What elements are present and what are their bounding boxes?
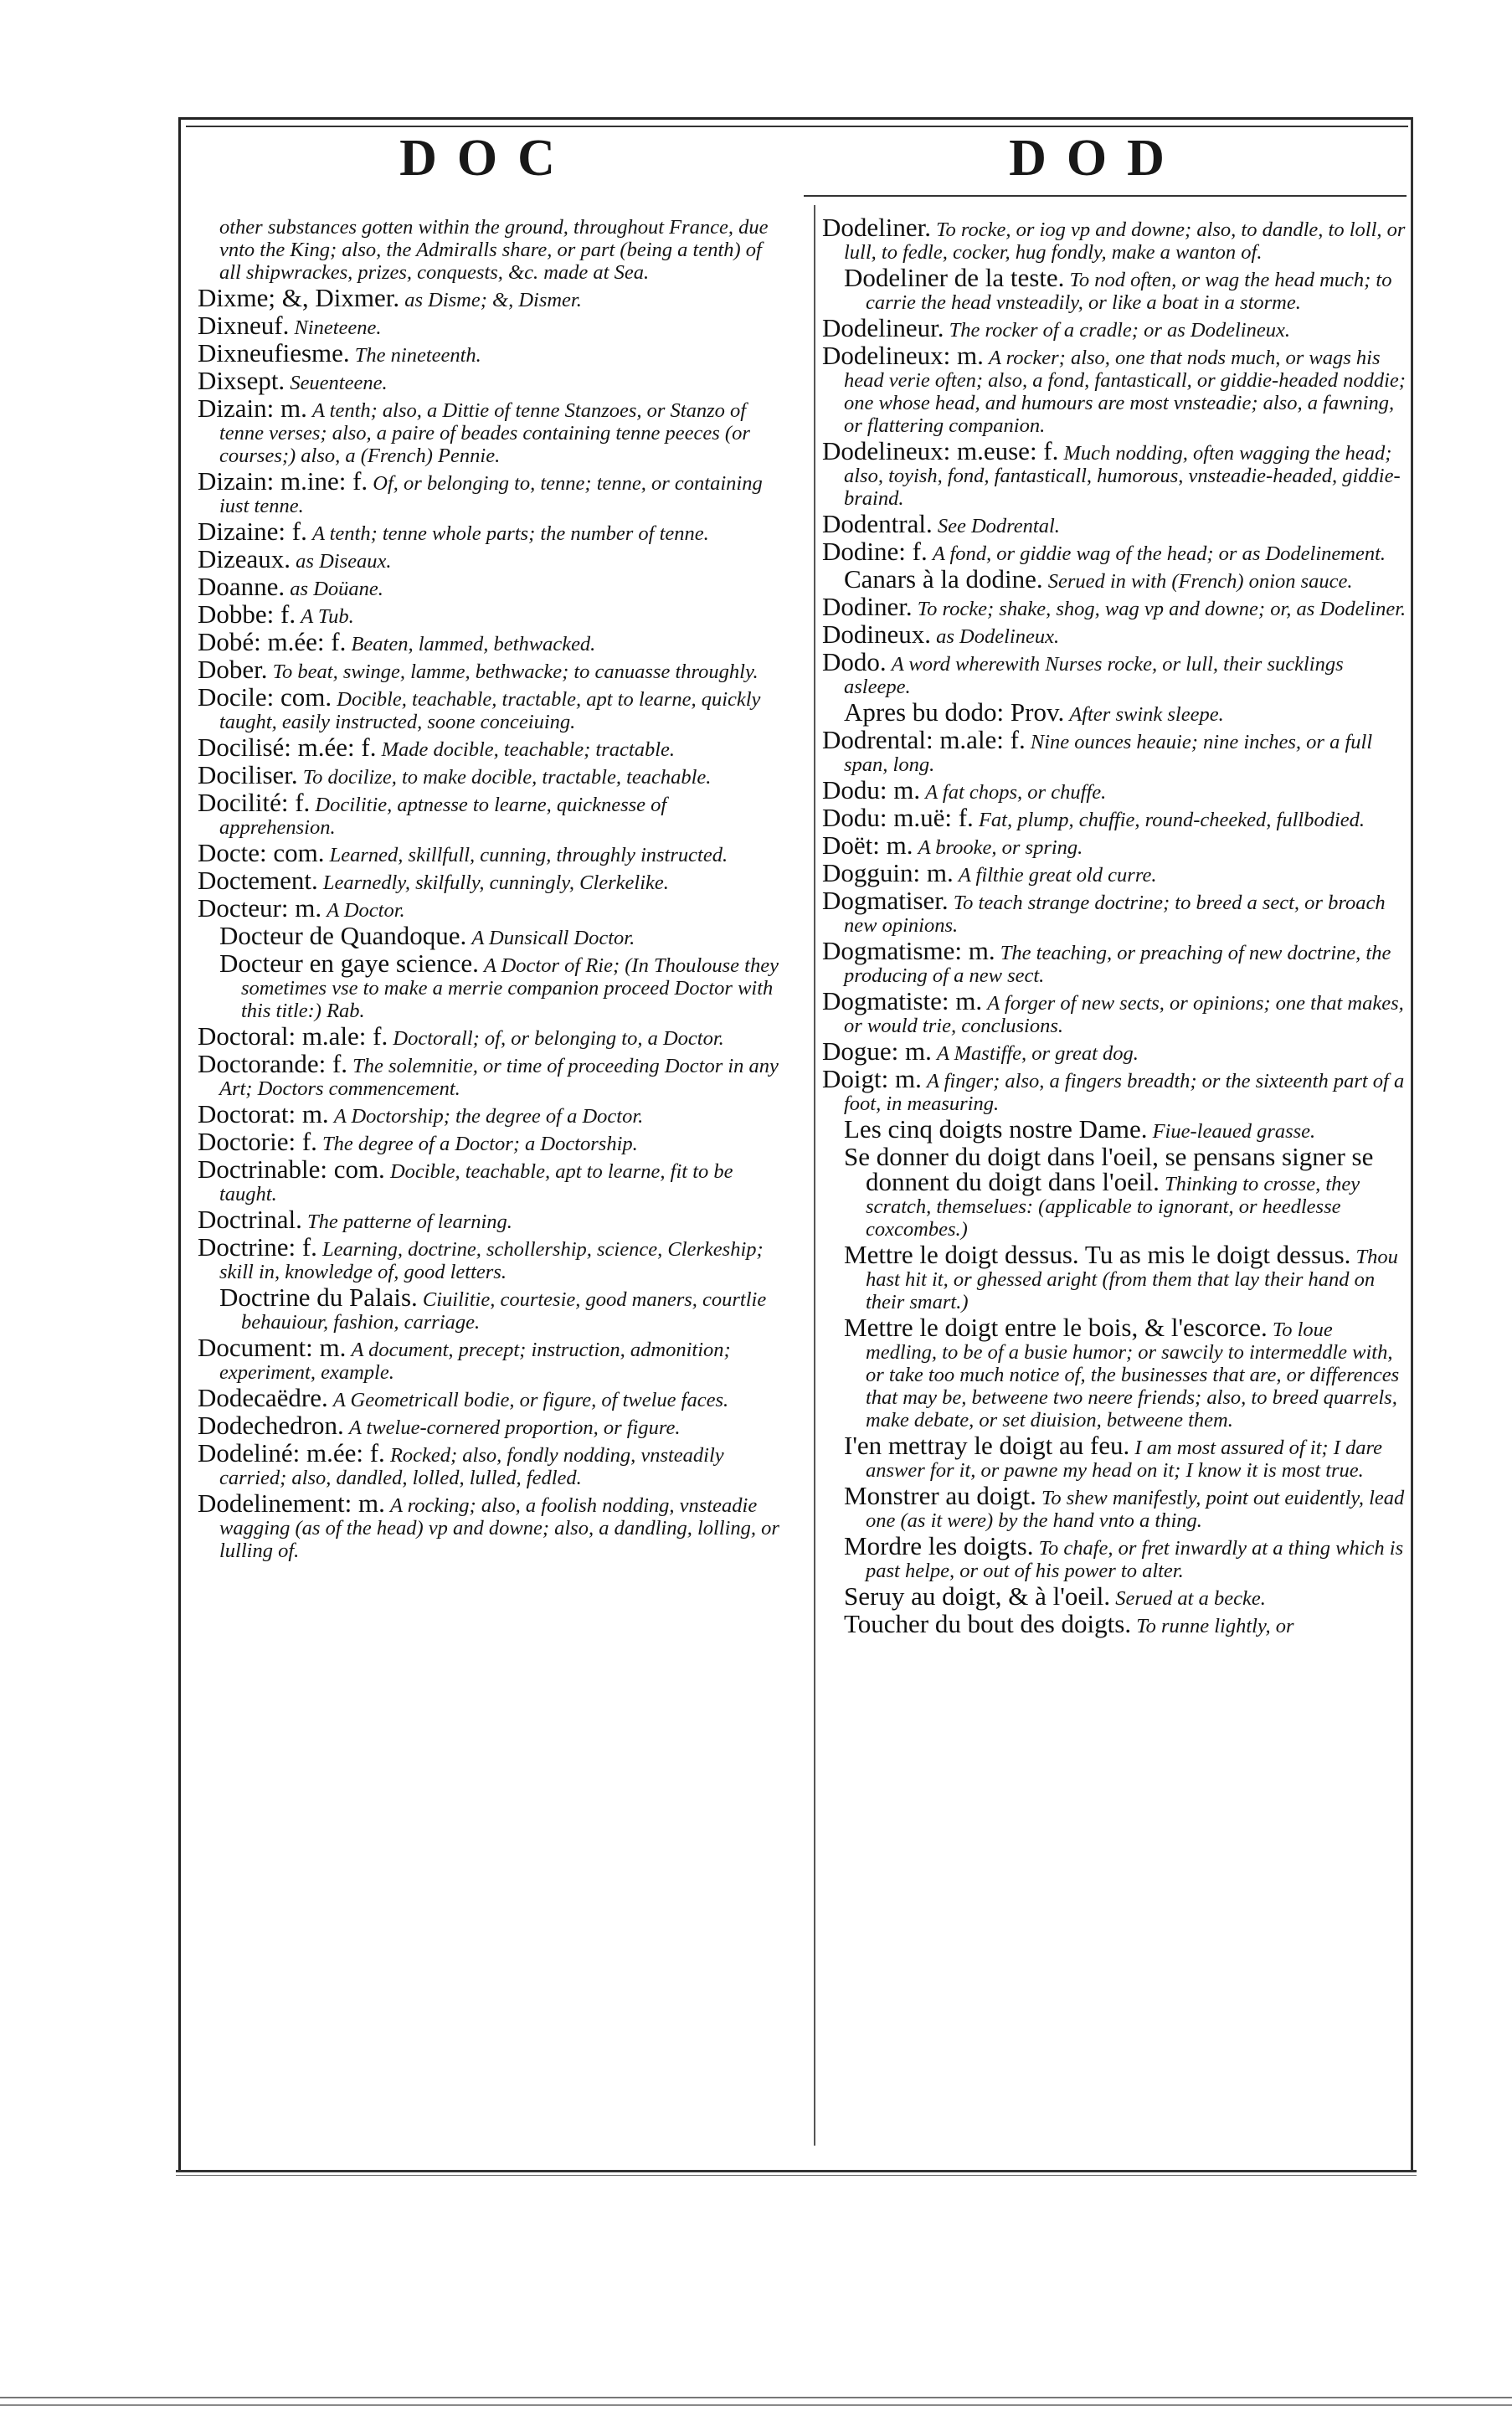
entry-headword: Doctorande: f. [198, 1049, 348, 1078]
dictionary-entry [198, 311, 784, 340]
entry-headword: Dodelinement: m. [198, 1488, 385, 1518]
dictionary-entry [198, 866, 784, 895]
left-column [198, 216, 784, 1565]
entry-definition: Ciuilitie, courtesie, good maners, courtlie behauiour, fashion, carriage. [241, 1288, 767, 1334]
dictionary-entry [822, 1142, 1408, 1241]
entry-headword: Dixme; &, Dixmer. [198, 283, 400, 312]
entry-headword: Dodrental: m.ale: f. [822, 725, 1026, 754]
entry-definition: To runne lightly, or [1136, 1615, 1294, 1637]
entry-headword: Doctorie: f. [198, 1127, 317, 1156]
dictionary-entry [198, 627, 784, 656]
dictionary-entry [198, 838, 784, 867]
entry-headword: Dodentral. [822, 509, 933, 538]
column-divider [814, 205, 815, 2146]
dictionary-entry [822, 697, 1408, 727]
dictionary-entry [822, 537, 1408, 566]
dictionary-entry [822, 886, 1408, 937]
entry-headword: Doctement. [198, 866, 318, 895]
entry-headword: Doctrine: f. [198, 1232, 317, 1262]
dictionary-entry [822, 341, 1408, 437]
dictionary-entry [198, 1383, 784, 1412]
dictionary-entry [198, 1333, 784, 1384]
entry-headword: Dogguin: m. [822, 858, 954, 887]
entry-headword: Docteur de Quandoque. [219, 921, 467, 950]
dictionary-entry [198, 1127, 784, 1156]
entry-definition: A rocker; also, one that nods much, or wags his head verie often; also, a fond, fantasticall, or giddie-headed noddie; one whose head, and humours are most vnsteadie; also, a fawning, or flattering companion. [844, 347, 1406, 437]
dictionary-entry [198, 1049, 784, 1100]
entry-definition: A tenth; also, a Dittie of tenne Stanzoes, or Stanzo of tenne verses; also, a paire of beades containing tenne peeces (or courses;) also, a (French) Pennie. [219, 399, 750, 467]
dictionary-entry [822, 1481, 1408, 1532]
entry-headword: Dodelineur. [822, 313, 944, 342]
top-rule [186, 126, 1408, 127]
dictionary-entry [822, 436, 1408, 510]
entry-definition: Nine ounces heauie; nine inches, or a full span, long. [844, 731, 1373, 776]
entry-headword: Dodeliner. [822, 213, 931, 242]
entry-headword: Dixneuf. [198, 311, 290, 340]
dictionary-entry [822, 313, 1408, 342]
entry-definition: A brooke, or spring. [918, 836, 1083, 859]
entry-definition: A fond, or giddie wag of the head; or as Dodelinement. [932, 542, 1386, 565]
entry-headword: Dodine: f. [822, 537, 928, 566]
entry-headword: Doctrine du Palais. [219, 1283, 418, 1312]
dictionary-entry [198, 466, 784, 517]
entry-definition: To teach strange doctrine; to breed a sect, or broach new opinions. [844, 892, 1386, 937]
entry-headword: I'en mettray le doigt au feu. [844, 1431, 1130, 1460]
entry-definition: Serued in with (French) onion sauce. [1047, 570, 1353, 593]
dictionary-entry [198, 893, 784, 923]
entry-definition: A word wherewith Nurses rocke, or lull, their sucklings asleepe. [844, 653, 1344, 698]
entry-definition: Nineteene. [294, 316, 382, 339]
entry-headword: Docilité: f. [198, 788, 311, 817]
dictionary-entry [822, 1240, 1408, 1313]
entry-definition: A filthie great old curre. [958, 864, 1157, 887]
dictionary-entry [822, 725, 1408, 776]
entry-definition: A document, precept; instruction, admonition; experiment, example. [219, 1339, 731, 1384]
dictionary-entry [198, 1438, 784, 1489]
dictionary-entry [198, 1099, 784, 1128]
entry-headword: Canars à la dodine. [844, 564, 1043, 594]
entry-definition: Learnedly, skilfully, cunningly, Clerkelike. [322, 871, 669, 894]
entry-definition: The rocker of a cradle; or as Dodelineux. [949, 319, 1290, 342]
dictionary-entry [822, 619, 1408, 649]
header-rule [804, 195, 1407, 197]
dictionary-entry [822, 592, 1408, 621]
entry-headword: Monstrer au doigt. [844, 1481, 1036, 1510]
entry-definition: A Geometricall bodie, or figure, of twelue faces. [332, 1389, 729, 1411]
dictionary-entry [822, 1114, 1408, 1144]
entry-definition: as Disme; &, Dismer. [404, 289, 582, 311]
entry-definition: A Doctor. [327, 899, 405, 922]
entry-definition: The nineteenth. [354, 344, 481, 367]
entry-headword: Seruy au doigt, & à l'oeil. [844, 1581, 1111, 1611]
entry-definition: Beaten, lammed, bethwacked. [351, 633, 596, 655]
dictionary-entry [198, 788, 784, 839]
right-column [822, 213, 1408, 1640]
entry-definition: as Dodelineux. [936, 625, 1060, 648]
dictionary-entry [822, 936, 1408, 987]
dictionary-entry [822, 509, 1408, 538]
dictionary-entry [198, 1205, 784, 1234]
entry-headword: Dodelineux: m. [822, 341, 984, 370]
dictionary-entry [198, 733, 784, 762]
entry-headword: Apres bu dodo: Prov. [844, 697, 1065, 727]
entry-definition: To nod often, or wag the head much; to carrie the head vnsteadily, or like a boat in a storme. [866, 269, 1392, 314]
dictionary-entry [822, 986, 1408, 1037]
dictionary-entry [198, 283, 784, 312]
entry-definition: To rocke; shake, shog, wag vp and downe; or, as Dodeliner. [917, 598, 1407, 620]
entry-definition: Rocked; also, fondly nodding, vnsteadily carried; also, dandled, lolled, lulled, fedled. [219, 1444, 724, 1489]
entry-headword: Dogmatisme: m. [822, 936, 995, 965]
entry-definition: Docible, teachable, tractable, apt to learne, quickly taught, easily instructed, soone conceiuing. [219, 688, 761, 733]
entry-definition: other substances gotten within the ground, throughout France, due vnto the King; also, the Admiralls share, or part (being a tenth) of all shipwrackes, prizes, conquests, &c. made at Sea. [219, 216, 769, 284]
entry-definition: To chafe, or fret inwardly at a thing which is past helpe, or out of his power to alter. [866, 1537, 1404, 1582]
entry-headword: Dodecaëdre. [198, 1383, 328, 1412]
entry-headword: Docile: com. [198, 682, 332, 712]
entry-definition: The teaching, or preaching of new doctrine, the producing of a new sect. [844, 942, 1391, 987]
entry-headword: Dizain: m. [198, 393, 307, 423]
entry-definition: A Doctorship; the degree of a Doctor. [333, 1105, 644, 1128]
entry-headword: Document: m. [198, 1333, 347, 1362]
dictionary-entry [198, 760, 784, 789]
dictionary-entry [198, 1021, 784, 1051]
running-head-right: DOD [1009, 130, 1185, 187]
entry-headword: Dodineux. [822, 619, 932, 649]
dictionary-entry [198, 1283, 784, 1334]
entry-headword: Doanne. [198, 572, 285, 601]
entry-headword: Se donner du doigt dans l'oeil, se pensans signer se donnent du doigt dans l'oeil. [844, 1142, 1374, 1196]
entry-definition: as Doüane. [290, 578, 383, 600]
entry-headword: Doctoral: m.ale: f. [198, 1021, 388, 1051]
entry-headword: Doctrinal. [198, 1205, 302, 1234]
entry-headword: Dobbe: f. [198, 599, 296, 629]
entry-definition: Much nodding, often wagging the head; also, toyish, fond, fantasticall, humorous, vnsteadie-headed, giddie-braind. [844, 442, 1401, 510]
entry-headword: Dixsept. [198, 366, 285, 395]
entry-headword: Dixneufiesme. [198, 338, 350, 368]
entry-definition: Fat, plump, chuffie, round-cheeked, fullbodied. [978, 809, 1365, 831]
dictionary-entry [198, 544, 784, 573]
dictionary-entry [198, 572, 784, 601]
entry-headword: Dogmatiste: m. [822, 986, 983, 1015]
entry-definition: See Dodrental. [937, 515, 1060, 537]
entry-definition: Thou hast hit it, or ghessed aright (from them that lay their hand on their smart.) [866, 1246, 1398, 1313]
dictionary-entry [822, 1313, 1408, 1432]
dictionary-entry [198, 1154, 784, 1205]
dictionary-entry [198, 599, 784, 629]
dictionary-entry [822, 647, 1408, 698]
entry-definition: To docilize, to make docible, tractable, teachable. [302, 766, 712, 789]
entry-definition: Thinking to crosse, they scratch, themselues: (applicable to ignorant, or heedlesse coxcombes.) [866, 1173, 1360, 1241]
entry-headword: Dogue: m. [822, 1036, 932, 1066]
entry-definition: To shew manifestly, point out euidently, lead one (as it were) by the hand vnto a thing. [866, 1487, 1405, 1532]
dictionary-entry [198, 366, 784, 395]
entry-headword: Doigt: m. [822, 1064, 922, 1093]
entry-headword: Mettre le doigt dessus. Tu as mis le doigt dessus. [844, 1240, 1351, 1269]
entry-definition: Of, or belonging to, tenne; tenne, or containing iust tenne. [219, 472, 763, 517]
entry-headword: Dizeaux. [198, 544, 291, 573]
dictionary-entry [198, 216, 784, 284]
dictionary-entry [822, 564, 1408, 594]
entry-headword: Doët: m. [822, 830, 913, 860]
entry-headword: Les cinq doigts nostre Dame. [844, 1114, 1148, 1144]
entry-definition: A rocking; also, a foolish nodding, vnsteadie wagging (as of the head) vp and downe; also, a dandling, lolling, or lulling of. [219, 1494, 779, 1562]
entry-definition: I am most assured of it; I dare answer for it, or pawne my head on it; I know it is most true. [866, 1437, 1382, 1482]
entry-definition: as Diseaux. [296, 550, 392, 573]
entry-definition: Learning, doctrine, schollership, science, Clerkeship; skill in, knowledge of, good letters. [219, 1238, 764, 1283]
entry-definition: A twelue-cornered proportion, or figure. [348, 1416, 681, 1439]
entry-headword: Dogmatiser. [822, 886, 949, 915]
dictionary-entry [198, 1232, 784, 1283]
dictionary-entry [822, 1036, 1408, 1066]
dictionary-entry [198, 517, 784, 546]
dictionary-entry [198, 682, 784, 733]
entry-definition: The patterne of learning. [306, 1211, 512, 1233]
dictionary-entry [822, 1431, 1408, 1482]
entry-headword: Dodeliner de la teste. [844, 263, 1065, 292]
entry-definition: Made docible, teachable; tractable. [381, 738, 675, 761]
dictionary-entry [822, 1609, 1408, 1638]
bottom-rule [176, 2170, 1417, 2172]
dictionary-entry [198, 948, 784, 1022]
entry-definition: A Mastiffe, or great dog. [937, 1042, 1139, 1065]
entry-definition: Learned, skillfull, cunning, throughly instructed. [329, 844, 728, 866]
dictionary-entry [822, 1064, 1408, 1115]
entry-headword: Doctrinable: com. [198, 1154, 385, 1184]
entry-headword: Dober. [198, 655, 268, 684]
entry-definition: To beat, swinge, lamme, bethwacke; to canuasse throughly. [272, 661, 759, 683]
entry-headword: Dodu: m. [822, 775, 921, 804]
entry-definition: Fiue-leaued grasse. [1152, 1120, 1316, 1143]
entry-headword: Dodiner. [822, 592, 913, 621]
entry-headword: Docilisé: m.ée: f. [198, 733, 377, 762]
entry-headword: Toucher du bout des doigts. [844, 1609, 1132, 1638]
entry-headword: Dodo. [822, 647, 887, 676]
entry-headword: Mordre les doigts. [844, 1531, 1034, 1560]
entry-definition: Seuenteene. [290, 372, 388, 394]
entry-headword: Dodeliné: m.ée: f. [198, 1438, 385, 1468]
scan-edge-band [0, 2397, 1512, 2406]
entry-headword: Dobé: m.ée: f. [198, 627, 347, 656]
entry-headword: Dociliser. [198, 760, 298, 789]
entry-definition: A Doctor of Rie; (In Thoulouse they sometimes vse to make a merrie companion proceed Doctor with this title:) Rab. [241, 954, 779, 1022]
dictionary-entry [198, 655, 784, 684]
entry-headword: Doctorat: m. [198, 1099, 329, 1128]
entry-headword: Docteur en gaye science. [219, 948, 479, 978]
entry-definition: A Tub. [301, 605, 354, 628]
entry-headword: Dodechedron. [198, 1411, 344, 1440]
entry-headword: Dodelineux: m.euse: f. [822, 436, 1059, 465]
entry-headword: Docteur: m. [198, 893, 322, 923]
entry-headword: Dizain: m.ine: f. [198, 466, 368, 496]
entry-definition: After swink sleepe. [1069, 703, 1224, 726]
dictionary-entry [822, 775, 1408, 804]
dictionary-entry [198, 338, 784, 368]
entry-definition: The degree of a Doctor; a Doctorship. [322, 1133, 638, 1155]
entry-definition: A fat chops, or chuffe. [925, 781, 1107, 804]
dictionary-entry [822, 830, 1408, 860]
dictionary-entry [822, 263, 1408, 314]
entry-definition: A Dunsicall Doctor. [471, 927, 635, 949]
entry-headword: Mettre le doigt entre le bois, & l'escorce. [844, 1313, 1268, 1342]
dictionary-entry [822, 1581, 1408, 1611]
entry-definition: A finger; also, a fingers breadth; or the sixteenth part of a foot, in measuring. [844, 1070, 1405, 1115]
dictionary-entry [822, 213, 1408, 264]
entry-definition: Docilitie, aptnesse to learne, quicknesse of apprehension. [219, 794, 667, 839]
dictionary-entry [822, 803, 1408, 832]
entry-definition: A forger of new sects, or opinions; one that makes, or would trie, conclusions. [844, 992, 1404, 1037]
dictionary-entry [822, 1531, 1408, 1582]
entry-definition: The solemnitie, or time of proceeding Doctor in any Art; Doctors commencement. [219, 1055, 779, 1100]
dictionary-entry [822, 858, 1408, 887]
dictionary-entry [198, 1411, 784, 1440]
entry-definition: Doctorall; of, or belonging to, a Doctor. [393, 1027, 724, 1050]
entry-definition: Docible, teachable, apt to learne, fit to be taught. [219, 1160, 733, 1205]
bottom-rule-thin [176, 2175, 1417, 2176]
dictionary-entry [198, 1488, 784, 1562]
running-head-left: DOC [399, 130, 575, 187]
dictionary-entry [198, 393, 784, 467]
entry-headword: Dodu: m.uë: f. [822, 803, 974, 832]
entry-definition: Serued at a becke. [1115, 1587, 1266, 1610]
entry-definition: A tenth; tenne whole parts; the number of tenne. [311, 522, 709, 545]
entry-headword: Docte: com. [198, 838, 325, 867]
entry-definition: To rocke, or iog vp and downe; also, to dandle, to loll, or lull, to fedle, cocker, hug fondly, make a wanton of. [844, 218, 1406, 264]
entry-definition: To loue medling, to be of a busie humor; or sawcily to intermeddle with, or take too much notice of, the businesses that are, or differences that may be, betweene two neere friends; also, to breed quarrels, make debate, or set diuision, betweene them. [866, 1319, 1400, 1432]
entry-headword: Dizaine: f. [198, 517, 307, 546]
dictionary-entry [198, 921, 784, 950]
